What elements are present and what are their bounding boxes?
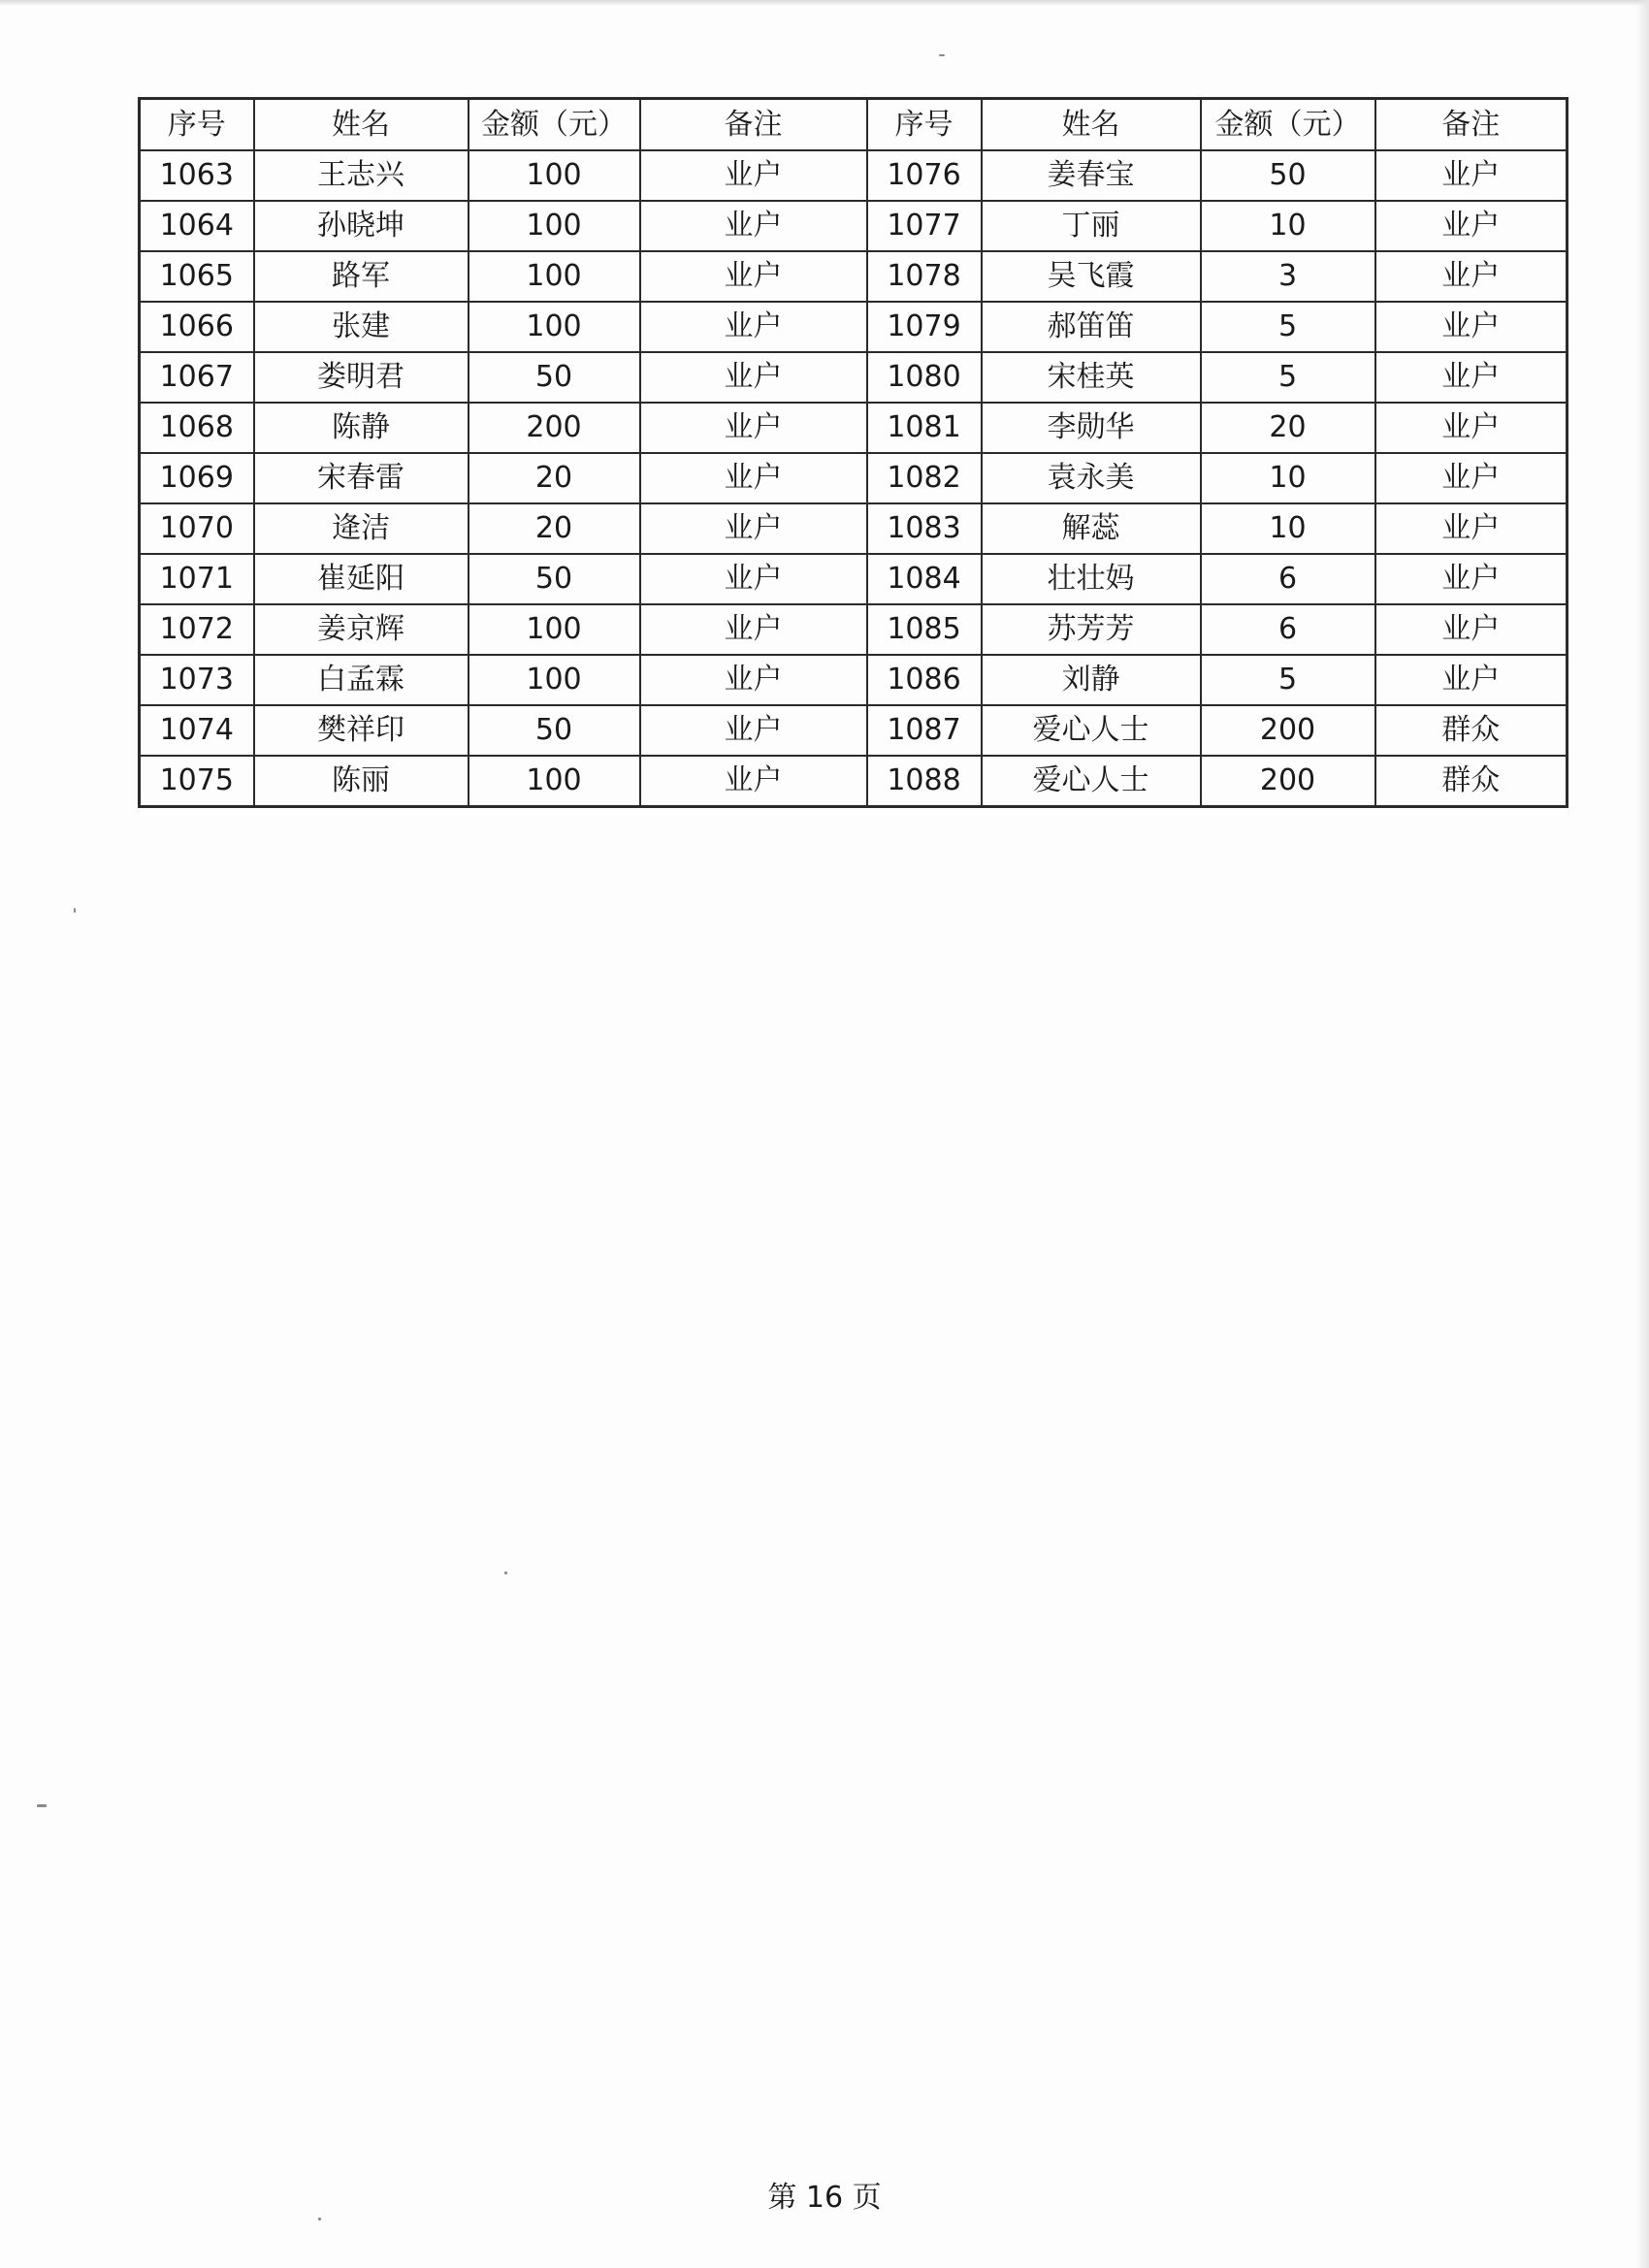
header-remark-left: 备注 bbox=[640, 99, 867, 151]
serial-cell-right: 1076 bbox=[867, 150, 982, 201]
scan-speck bbox=[318, 2218, 321, 2220]
amount-cell-right: 10 bbox=[1201, 201, 1375, 251]
name-cell-right: 宋桂英 bbox=[982, 352, 1201, 403]
name-cell-left: 王志兴 bbox=[254, 150, 469, 201]
remark-cell-right: 业户 bbox=[1375, 352, 1568, 403]
header-serial-left: 序号 bbox=[140, 99, 254, 151]
remark-cell-right: 业户 bbox=[1375, 604, 1568, 655]
table-row bbox=[140, 756, 1568, 807]
scan-edge-right bbox=[1635, 0, 1649, 2268]
remark-cell-right: 业户 bbox=[1375, 201, 1568, 251]
name-cell-right: 解蕊 bbox=[982, 503, 1201, 554]
name-cell-right: 刘静 bbox=[982, 655, 1201, 705]
remark-cell-right: 业户 bbox=[1375, 503, 1568, 554]
serial-cell-left: 1064 bbox=[140, 201, 254, 251]
serial-cell-left: 1074 bbox=[140, 705, 254, 756]
serial-cell-right: 1084 bbox=[867, 554, 982, 604]
serial-cell-right: 1083 bbox=[867, 503, 982, 554]
serial-cell-right: 1088 bbox=[867, 756, 982, 807]
amount-cell-left: 100 bbox=[469, 201, 640, 251]
remark-cell-left: 业户 bbox=[640, 453, 867, 503]
remark-cell-right: 业户 bbox=[1375, 655, 1568, 705]
serial-cell-left: 1065 bbox=[140, 251, 254, 302]
remark-cell-right: 业户 bbox=[1375, 302, 1568, 352]
table-body bbox=[140, 150, 1568, 807]
amount-cell-left: 50 bbox=[469, 705, 640, 756]
remark-cell-right: 业户 bbox=[1375, 554, 1568, 604]
name-cell-left: 张建 bbox=[254, 302, 469, 352]
name-cell-right: 丁丽 bbox=[982, 201, 1201, 251]
name-cell-left: 陈丽 bbox=[254, 756, 469, 807]
serial-cell-right: 1081 bbox=[867, 403, 982, 453]
amount-cell-left: 50 bbox=[469, 352, 640, 403]
remark-cell-left: 业户 bbox=[640, 352, 867, 403]
table-row bbox=[140, 604, 1568, 655]
serial-cell-left: 1069 bbox=[140, 453, 254, 503]
name-cell-right: 袁永美 bbox=[982, 453, 1201, 503]
serial-cell-left: 1070 bbox=[140, 503, 254, 554]
amount-cell-right: 20 bbox=[1201, 403, 1375, 453]
amount-cell-right: 5 bbox=[1201, 352, 1375, 403]
amount-cell-left: 100 bbox=[469, 150, 640, 201]
name-cell-right: 苏芳芳 bbox=[982, 604, 1201, 655]
remark-cell-left: 业户 bbox=[640, 150, 867, 201]
name-cell-left: 娄明君 bbox=[254, 352, 469, 403]
serial-cell-left: 1066 bbox=[140, 302, 254, 352]
table-row bbox=[140, 251, 1568, 302]
remark-cell-right: 群众 bbox=[1375, 705, 1568, 756]
table-row bbox=[140, 554, 1568, 604]
name-cell-right: 郝笛笛 bbox=[982, 302, 1201, 352]
amount-cell-right: 10 bbox=[1201, 503, 1375, 554]
remark-cell-left: 业户 bbox=[640, 655, 867, 705]
scan-speck bbox=[37, 1804, 47, 1807]
scan-speck bbox=[939, 54, 945, 56]
amount-cell-right: 200 bbox=[1201, 705, 1375, 756]
table-row bbox=[140, 150, 1568, 201]
header-remark-right: 备注 bbox=[1375, 99, 1568, 151]
serial-cell-left: 1068 bbox=[140, 403, 254, 453]
amount-cell-right: 5 bbox=[1201, 302, 1375, 352]
remark-cell-left: 业户 bbox=[640, 503, 867, 554]
serial-cell-left: 1075 bbox=[140, 756, 254, 807]
serial-cell-left: 1067 bbox=[140, 352, 254, 403]
serial-cell-right: 1077 bbox=[867, 201, 982, 251]
table-row bbox=[140, 352, 1568, 403]
amount-cell-left: 100 bbox=[469, 604, 640, 655]
name-cell-left: 姜京辉 bbox=[254, 604, 469, 655]
table-row bbox=[140, 655, 1568, 705]
amount-cell-right: 50 bbox=[1201, 150, 1375, 201]
name-cell-left: 樊祥印 bbox=[254, 705, 469, 756]
amount-cell-left: 100 bbox=[469, 655, 640, 705]
serial-cell-left: 1071 bbox=[140, 554, 254, 604]
amount-cell-right: 3 bbox=[1201, 251, 1375, 302]
remark-cell-right: 业户 bbox=[1375, 453, 1568, 503]
serial-cell-left: 1072 bbox=[140, 604, 254, 655]
remark-cell-left: 业户 bbox=[640, 302, 867, 352]
amount-cell-left: 50 bbox=[469, 554, 640, 604]
name-cell-left: 路军 bbox=[254, 251, 469, 302]
scan-speck bbox=[74, 908, 76, 913]
serial-cell-left: 1063 bbox=[140, 150, 254, 201]
amount-cell-right: 200 bbox=[1201, 756, 1375, 807]
donation-table bbox=[138, 97, 1568, 808]
header-serial-right: 序号 bbox=[867, 99, 982, 151]
amount-cell-right: 6 bbox=[1201, 604, 1375, 655]
amount-cell-right: 6 bbox=[1201, 554, 1375, 604]
amount-cell-left: 100 bbox=[469, 251, 640, 302]
name-cell-left: 逄洁 bbox=[254, 503, 469, 554]
remark-cell-left: 业户 bbox=[640, 554, 867, 604]
header-amount-left: 金额（元） bbox=[469, 99, 640, 151]
serial-cell-left: 1073 bbox=[140, 655, 254, 705]
serial-cell-right: 1085 bbox=[867, 604, 982, 655]
remark-cell-right: 业户 bbox=[1375, 403, 1568, 453]
remark-cell-left: 业户 bbox=[640, 604, 867, 655]
name-cell-right: 爱心人士 bbox=[982, 756, 1201, 807]
serial-cell-right: 1087 bbox=[867, 705, 982, 756]
name-cell-right: 姜春宝 bbox=[982, 150, 1201, 201]
remark-cell-left: 业户 bbox=[640, 756, 867, 807]
table-row bbox=[140, 201, 1568, 251]
header-row bbox=[140, 99, 1568, 151]
remark-cell-left: 业户 bbox=[640, 705, 867, 756]
amount-cell-left: 100 bbox=[469, 756, 640, 807]
scan-edge-top bbox=[0, 0, 1649, 6]
name-cell-left: 崔延阳 bbox=[254, 554, 469, 604]
table-row bbox=[140, 503, 1568, 554]
serial-cell-right: 1082 bbox=[867, 453, 982, 503]
name-cell-right: 李勋华 bbox=[982, 403, 1201, 453]
scan-speck bbox=[504, 1571, 507, 1574]
serial-cell-right: 1079 bbox=[867, 302, 982, 352]
table-row bbox=[140, 705, 1568, 756]
name-cell-right: 吴飞霞 bbox=[982, 251, 1201, 302]
header-amount-right: 金额（元） bbox=[1201, 99, 1375, 151]
name-cell-left: 陈静 bbox=[254, 403, 469, 453]
amount-cell-left: 20 bbox=[469, 503, 640, 554]
name-cell-left: 宋春雷 bbox=[254, 453, 469, 503]
remark-cell-left: 业户 bbox=[640, 403, 867, 453]
remark-cell-left: 业户 bbox=[640, 251, 867, 302]
amount-cell-left: 200 bbox=[469, 403, 640, 453]
serial-cell-right: 1078 bbox=[867, 251, 982, 302]
table-row bbox=[140, 453, 1568, 503]
amount-cell-right: 5 bbox=[1201, 655, 1375, 705]
header-name-left: 姓名 bbox=[254, 99, 469, 151]
name-cell-left: 白孟霖 bbox=[254, 655, 469, 705]
table-row bbox=[140, 302, 1568, 352]
serial-cell-right: 1080 bbox=[867, 352, 982, 403]
table-row bbox=[140, 403, 1568, 453]
page-number: 第 16 页 bbox=[767, 2181, 882, 2215]
remark-cell-right: 业户 bbox=[1375, 150, 1568, 201]
remark-cell-right: 业户 bbox=[1375, 251, 1568, 302]
name-cell-left: 孙晓坤 bbox=[254, 201, 469, 251]
serial-cell-right: 1086 bbox=[867, 655, 982, 705]
remark-cell-left: 业户 bbox=[640, 201, 867, 251]
amount-cell-left: 20 bbox=[469, 453, 640, 503]
amount-cell-right: 10 bbox=[1201, 453, 1375, 503]
header-name-right: 姓名 bbox=[982, 99, 1201, 151]
name-cell-right: 壮壮妈 bbox=[982, 554, 1201, 604]
name-cell-right: 爱心人士 bbox=[982, 705, 1201, 756]
remark-cell-right: 群众 bbox=[1375, 756, 1568, 807]
amount-cell-left: 100 bbox=[469, 302, 640, 352]
table-header bbox=[140, 99, 1568, 151]
